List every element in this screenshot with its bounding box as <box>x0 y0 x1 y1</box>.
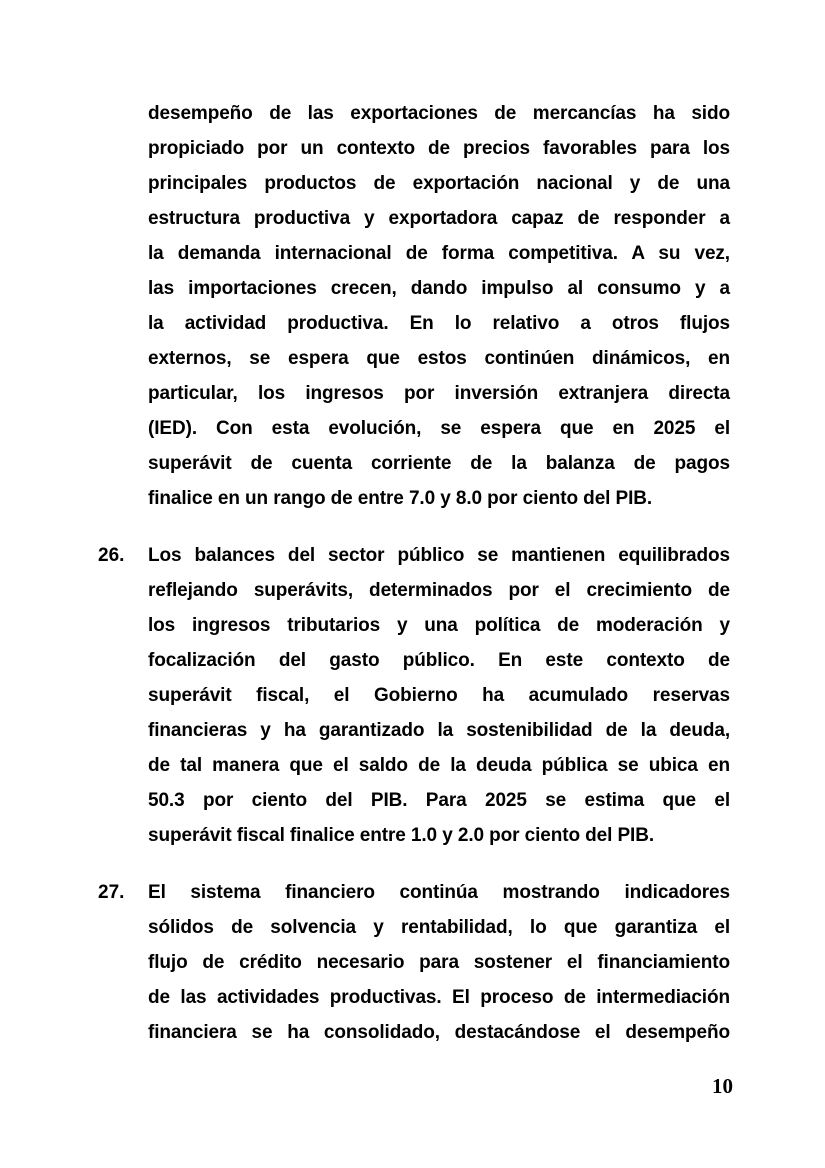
text-line: reflejando superávits, determinados por el crecimiento de <box>148 580 730 601</box>
text-line: desempeño de las exportaciones de mercancías ha sido <box>148 103 730 124</box>
text-line: superávit fiscal finalice entre 1.0 y 2.0 por ciento del PIB. <box>148 825 655 846</box>
paragraph-text <box>148 96 730 516</box>
text-line: la actividad productiva. En lo relativo a otros flujos <box>148 313 730 334</box>
paragraph <box>98 875 730 1050</box>
text-line: financiera se ha consolidado, destacándose el desempeño <box>148 1022 730 1043</box>
text-line: principales productos de exportación nacional y de una <box>148 173 730 194</box>
text-line: finalice en un rango de entre 7.0 y 8.0 por ciento del PIB. <box>148 488 653 509</box>
text-line: las importaciones crecen, dando impulso al consumo y a <box>148 278 730 299</box>
paragraph <box>98 538 730 853</box>
text-line: sólidos de solvencia y rentabilidad, lo que garantiza el <box>148 917 730 938</box>
text-line: (IED). Con esta evolución, se espera que en 2025 el <box>148 418 730 439</box>
text-line: de tal manera que el saldo de la deuda pública se ubica en <box>148 755 730 776</box>
text-line: estructura productiva y exportadora capaz de responder a <box>148 208 730 229</box>
text-line: de las actividades productivas. El proceso de intermediación <box>148 987 730 1008</box>
page-number: 10 <box>712 1074 733 1098</box>
text-line: propiciado por un contexto de precios favorables para los <box>148 138 730 159</box>
paragraph-text <box>148 875 730 1050</box>
text-line: particular, los ingresos por inversión extranjera directa <box>148 383 730 404</box>
text-line: los ingresos tributarios y una política de moderación y <box>148 615 730 636</box>
text-line: externos, se espera que estos continúen dinámicos, en <box>148 348 730 369</box>
paragraph-number <box>98 96 148 516</box>
paragraph-number: 26. <box>98 545 125 566</box>
document-body <box>98 96 730 1072</box>
paragraph-number: 27. <box>98 882 125 903</box>
text-line: 50.3 por ciento del PIB. Para 2025 se estima que el <box>148 790 730 811</box>
paragraph <box>98 96 730 516</box>
text-line: superávit fiscal, el Gobierno ha acumulado reservas <box>148 685 730 706</box>
text-line: focalización del gasto público. En este contexto de <box>148 650 730 671</box>
text-line: financieras y ha garantizado la sostenibilidad de la deuda, <box>148 720 730 741</box>
text-line: El sistema financiero continúa mostrando indicadores <box>148 882 730 903</box>
text-line: flujo de crédito necesario para sostener el financiamiento <box>148 952 730 973</box>
text-line: Los balances del sector público se mantienen equilibrados <box>148 545 730 566</box>
paragraph-text <box>148 538 730 853</box>
text-line: superávit de cuenta corriente de la balanza de pagos <box>148 453 730 474</box>
text-line: la demanda internacional de forma competitiva. A su vez, <box>148 243 730 264</box>
